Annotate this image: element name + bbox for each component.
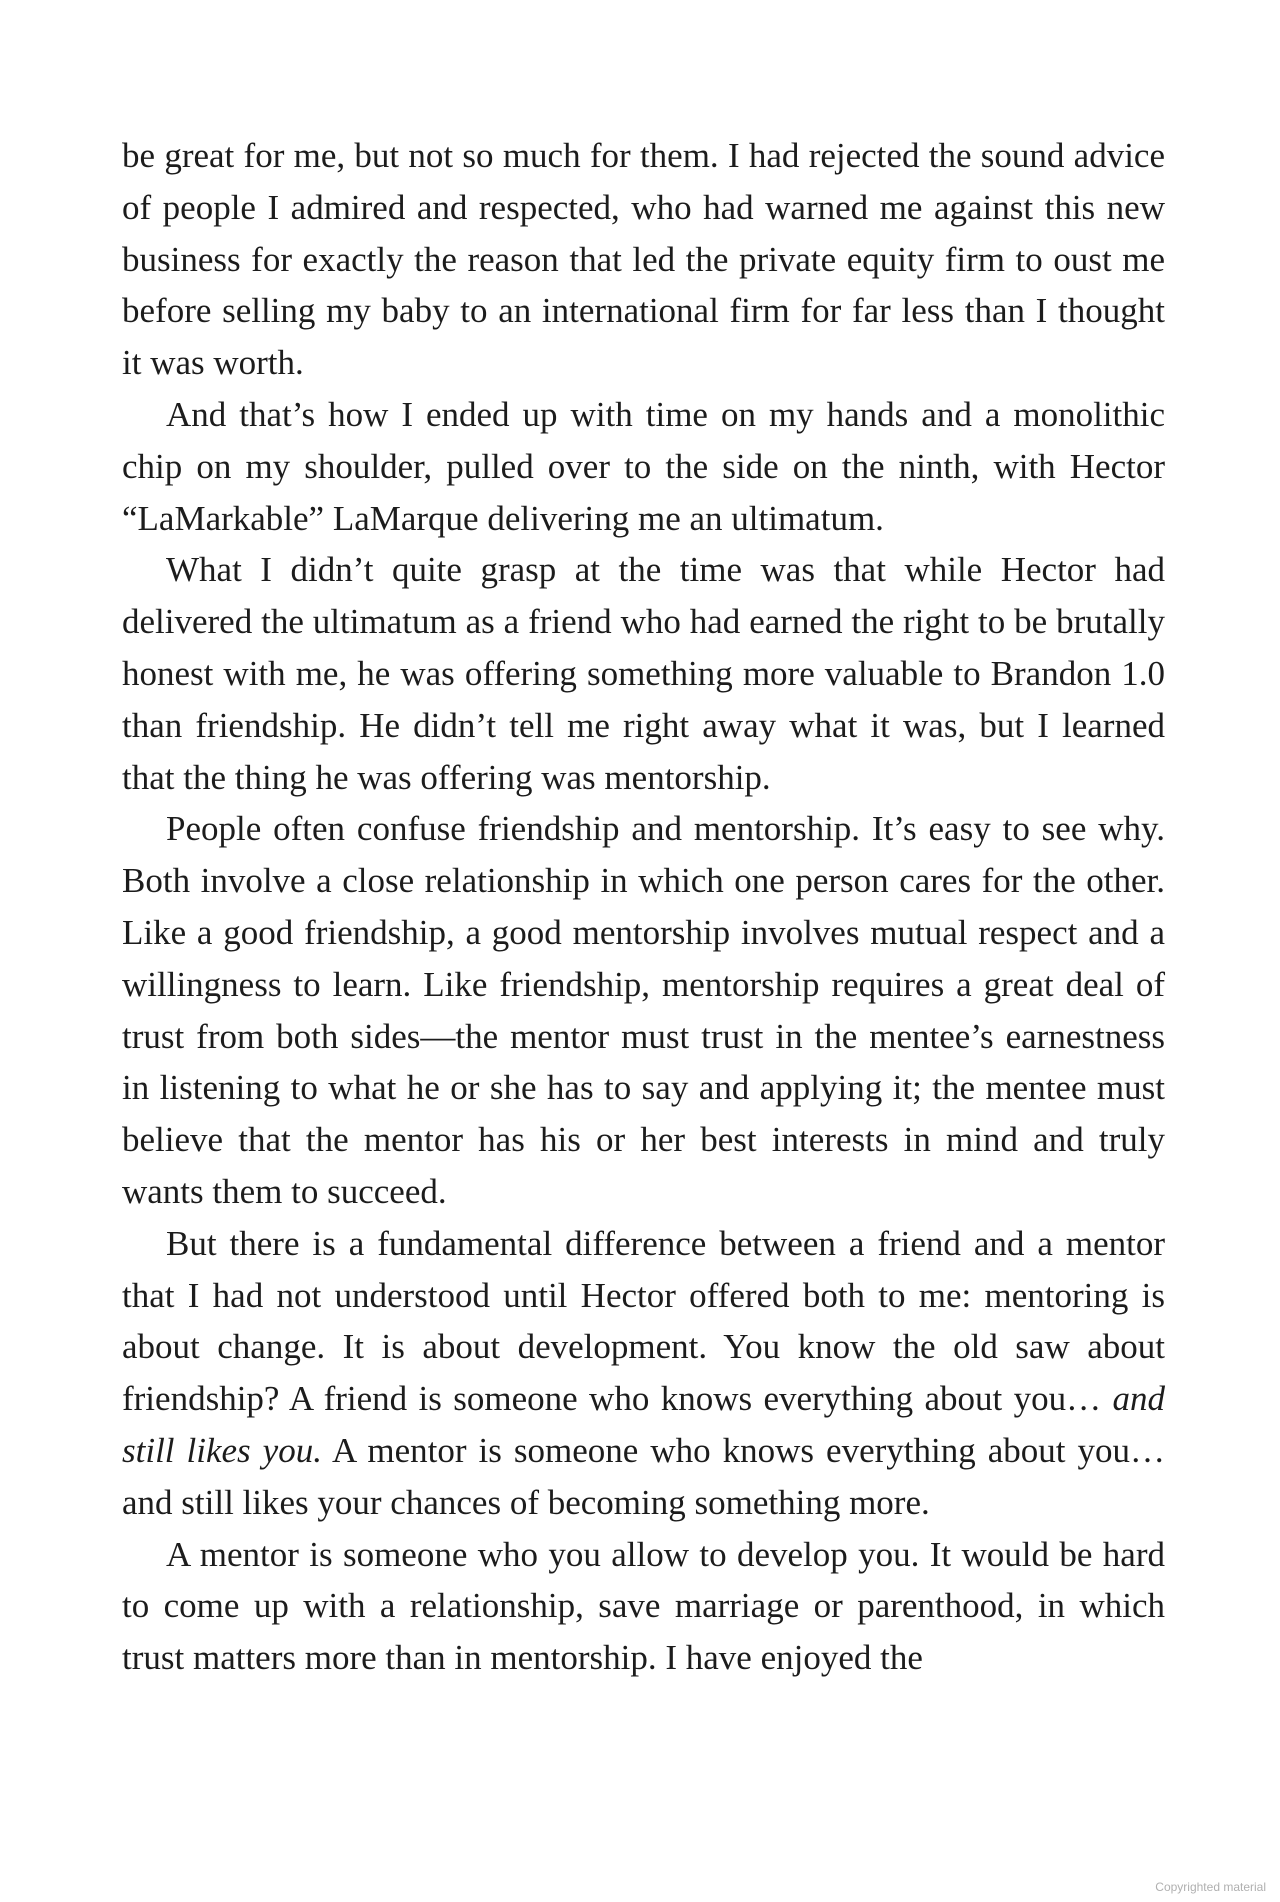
paragraph-text-after: A mentor is someone who knows everything about you… and still likes your chances of becoming something more. xyxy=(122,1430,1165,1522)
paragraph: And that’s how I ended up with time on my hands and a monolithic chip on my shoulder, pulled over to the side on the ninth, with Hector “LaMarkable” LaMarque delivering me an ultimatum. xyxy=(122,394,1165,538)
emphasized-text: and still likes you. xyxy=(122,1379,1165,1470)
paragraph: What I didn’t quite grasp at the time was that while Hector had delivered the ultimatum as a friend who had earned the right to be brutally honest with me, he was offering something more valuable to Brandon 1.0 than friendship. He didn’t tell me right away what it was, but I learned that the thing he was offering was mentorship. xyxy=(122,550,1165,797)
copyright-notice: Copyrighted material xyxy=(1155,1880,1266,1894)
book-page-body xyxy=(122,130,1165,1684)
paragraph-continued: be great for me, but not so much for them. I had rejected the sound advice of people I admired and respected, who had warned me against this new business for exactly the reason that led the private equity firm to oust me before selling my baby to an international firm for far less than I thought it was worth. xyxy=(122,136,1165,383)
paragraph-text-before: But there is a fundamental difference between a friend and a mentor that I had not understood until Hector offered both to me: mentoring is about change. It is about development. You know the old saw about friendship? A friend is someone who knows everything about you… xyxy=(122,1223,1165,1419)
paragraph: People often confuse friendship and mentorship. It’s easy to see why. Both involve a close relationship in which one person cares for the other. Like a good friendship, a good mentorship involves mutual respect and a willingness to learn. Like friendship, mentorship requires a great deal of trust from both sides—the mentor must trust in the mentee’s earnestness in listening to what he or she has to say and applying it; the mentee must believe that the mentor has his or her best interests in mind and truly wants them to succeed. xyxy=(122,809,1165,1211)
paragraph-with-emphasis xyxy=(122,1218,1165,1529)
paragraph: A mentor is someone who you allow to develop you. It would be hard to come up with a relationship, save marriage or parenthood, in which trust matters more than in mentorship. I have enjoyed the xyxy=(122,1534,1165,1678)
